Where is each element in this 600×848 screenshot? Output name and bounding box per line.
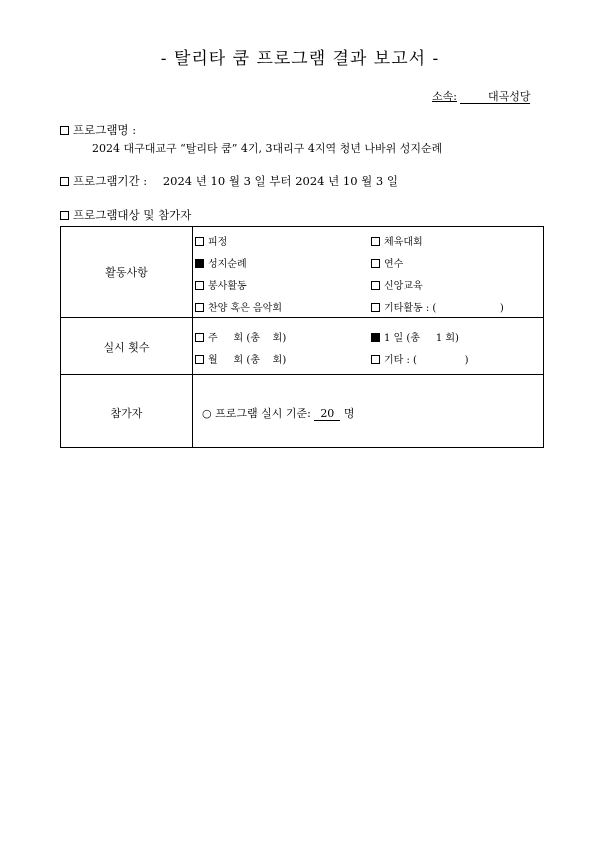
activity-option-pilgrimage	[195, 255, 247, 270]
checked-checkbox-icon	[371, 333, 380, 342]
option-text: 신앙교육	[384, 281, 423, 292]
checkbox-icon	[371, 237, 380, 246]
program-name-heading	[60, 122, 136, 138]
affiliation-label: 소속:	[432, 90, 457, 103]
activity-option-service	[195, 277, 247, 292]
frequency-option-weekly	[195, 329, 286, 344]
option-text: 주 회 (총 회)	[208, 333, 287, 344]
row-divider	[61, 317, 543, 318]
checkbox-icon	[60, 126, 69, 135]
frequency-label: 실시 횟수	[103, 341, 150, 354]
activity-option-praise	[195, 299, 282, 314]
option-text: 연수	[384, 259, 404, 270]
frequency-option-monthly	[195, 351, 286, 366]
participants-count-line	[202, 405, 354, 421]
option-text: 피정	[208, 237, 228, 248]
checked-checkbox-icon	[195, 259, 204, 268]
checkbox-icon	[371, 259, 380, 268]
option-text: 기타활동 : ( )	[384, 303, 504, 314]
checkbox-icon	[195, 333, 204, 342]
activity-option-faith-education	[371, 277, 423, 292]
option-text: 체육대회	[384, 237, 423, 248]
checkbox-icon	[371, 355, 380, 364]
participants-prefix: ○ 프로그램 실시 기준:	[202, 407, 311, 420]
activity-option-sports	[371, 233, 423, 248]
target-section-label: 프로그램대상 및 참가자	[73, 208, 192, 222]
checkbox-icon	[60, 177, 69, 186]
option-text: 성지순례	[208, 259, 247, 270]
checkbox-icon	[195, 237, 204, 246]
checkbox-icon	[195, 303, 204, 312]
program-period-value: 2024 년 10 월 3 일 부터 2024 년 10 월 3 일	[162, 174, 399, 188]
frequency-option-daily	[371, 329, 459, 344]
program-name-value: 2024 대구대교구 “탈리타 쿰” 4기, 3대리구 4지역 청년 나바위 성지순례	[92, 142, 443, 155]
activity-label: 활동사항	[105, 266, 148, 279]
checkbox-icon	[60, 211, 69, 220]
checkbox-icon	[195, 355, 204, 364]
option-text: 봉사활동	[208, 281, 247, 292]
document-title: - 탈리타 쿰 프로그램 결과 보고서 -	[160, 49, 440, 69]
target-section-heading	[60, 207, 191, 223]
participants-count: 20	[314, 408, 340, 421]
option-text: 월 회 (총 회)	[208, 355, 287, 366]
checkbox-icon	[195, 281, 204, 290]
program-period-heading	[60, 173, 398, 189]
program-table	[60, 226, 544, 448]
program-name-label: 프로그램명 :	[73, 123, 137, 137]
checkbox-icon	[371, 303, 380, 312]
participants-unit: 명	[343, 407, 355, 420]
option-text: 찬양 혹은 음악회	[208, 303, 282, 314]
program-period-label: 프로그램기간 :	[73, 174, 148, 188]
row-divider	[61, 374, 543, 375]
option-text: 기타 : ( )	[384, 355, 469, 366]
column-divider	[192, 227, 193, 447]
frequency-option-other	[371, 351, 469, 366]
activity-option-retreat	[195, 233, 227, 248]
option-text: 1 일 (총 1 회)	[384, 333, 459, 344]
activity-option-training	[371, 255, 403, 270]
affiliation-value: 대곡성당	[460, 91, 530, 104]
participants-label: 참가자	[110, 407, 143, 420]
activity-option-other	[371, 299, 504, 314]
checkbox-icon	[371, 281, 380, 290]
affiliation	[432, 88, 530, 104]
